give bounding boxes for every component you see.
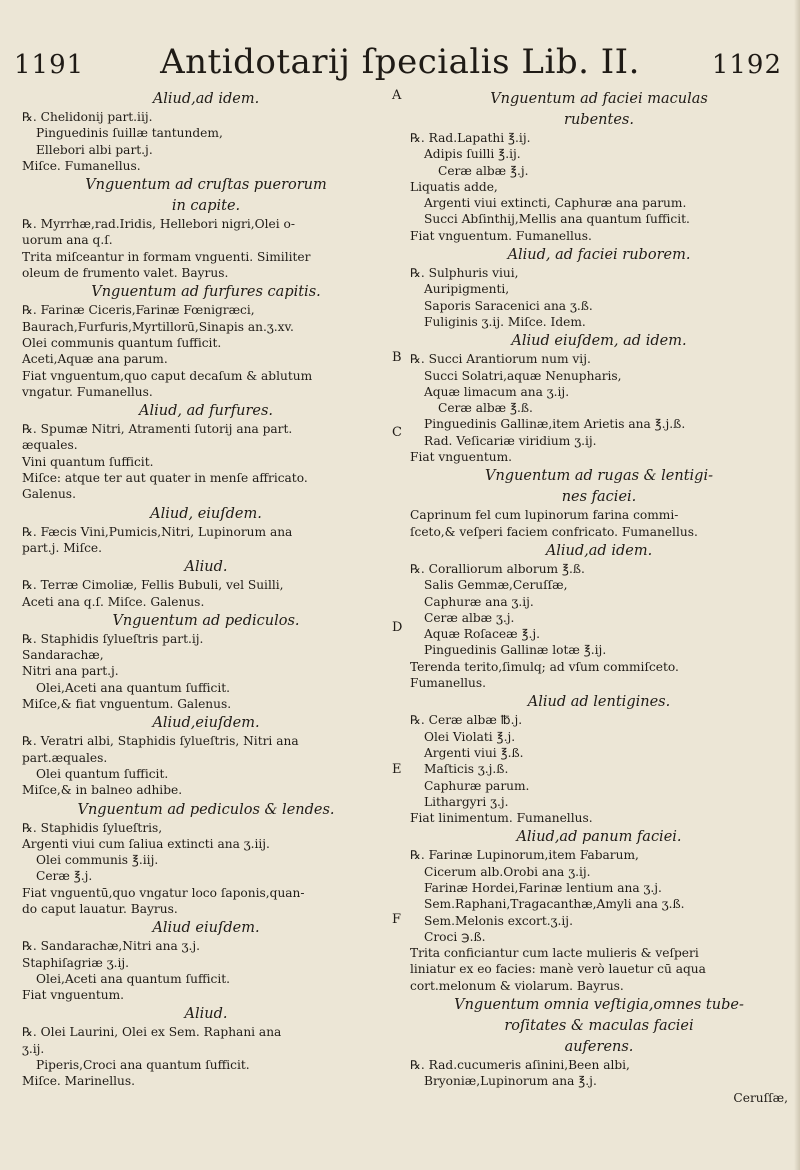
- text-line: ℞. Veratri albi, Staphidis ſylueſtris, Nitri ana: [22, 734, 299, 749]
- text-line: ℞. Rad.Lapathi ℥.ij.: [410, 131, 531, 145]
- section-heading: Aliud eiuſdem, ad idem.: [511, 333, 687, 350]
- text-line: Liquatis adde,: [410, 179, 498, 194]
- section-heading: Aliud, eiuſdem.: [150, 505, 262, 522]
- text-line: Succi Solatri,aquæ Nenupharis,: [424, 368, 622, 383]
- margin-marker-c: C: [392, 425, 402, 440]
- text-line: Fiat vnguentum.: [410, 450, 513, 465]
- text-line: Fiat vnguentum,quo caput decaſum & ablutum: [22, 368, 313, 383]
- section-heading: Vnguentum ad pediculos.: [112, 612, 300, 629]
- text-line: Ceruſſæ,: [733, 1090, 788, 1105]
- text-line: ℞. Terræ Cimoliæ, Fellis Bubuli, vel Suilli,: [22, 578, 284, 593]
- text-line: Caphuræ parum.: [424, 778, 530, 793]
- text-line: Trita miſceantur in formam vnguenti. Similiter: [22, 249, 311, 264]
- text-line: part.æquales.: [22, 750, 108, 765]
- text-line: Caprinum fel cum lupinorum farina commi-: [410, 508, 679, 523]
- text-line: Miſce. Fumanellus.: [22, 158, 141, 173]
- margin-marker-b: B: [392, 350, 402, 365]
- text-line: Ceræ albæ ℥.ß.: [438, 401, 533, 416]
- section-heading: in capite.: [171, 198, 241, 215]
- section-heading: Aliud,eiuſdem.: [152, 715, 260, 732]
- text-line: ℞. Chelidonij part.iij.: [22, 110, 153, 124]
- text-line: Miſce. Marinellus.: [22, 1074, 135, 1089]
- text-line: Fumanellus.: [410, 676, 486, 691]
- text-line: Sandarachæ,: [22, 648, 104, 663]
- text-line: liniatur ex eo facies: manè verò lauetur cū aqua: [410, 962, 706, 977]
- text-line: Galenus.: [22, 487, 76, 502]
- section-heading: Aliud, ad furfures.: [138, 403, 274, 420]
- text-line: Nitri ana part.j.: [22, 664, 119, 679]
- section-heading: Vnguentum ad rugas & lentigi-: [484, 468, 713, 485]
- text-line: Aquæ Roſaceæ ℥.j.: [424, 627, 541, 642]
- text-line: do caput lauatur. Bayrus.: [22, 901, 178, 916]
- text-line: ℞. Myrrhæ,rad.Iridis, Hellebori nigri,Olei o-: [22, 217, 295, 232]
- text-line: Pinguedinis Gallinæ lotæ ℥.ij.: [424, 643, 607, 658]
- text-line: Adipis ſuilli ℥.ij.: [424, 147, 521, 162]
- text-line: ℞. Rad.cucumeris aſinini,Been albi,: [410, 1058, 630, 1073]
- text-line: Fiat linimentum. Fumanellus.: [410, 811, 593, 826]
- page-fold-shadow: [794, 0, 800, 1170]
- text-line: Pinguedinis ſuillæ tantundem,: [36, 126, 223, 141]
- text-line: Olei communis quantum ſufficit.: [22, 335, 222, 350]
- text-line: Ceræ albæ ℥.j.: [438, 163, 529, 178]
- text-line: Miſce,& fiat vnguentum. Galenus.: [22, 697, 232, 712]
- section-heading: Aliud.: [184, 559, 228, 576]
- section-heading: Vnguentum ad pediculos & lendes.: [77, 801, 335, 818]
- text-line: Argenti viui extincti, Caphuræ ana parum.: [424, 196, 687, 211]
- running-header: [0, 14, 800, 82]
- text-line: Olei,Aceti ana quantum ſufficit.: [36, 971, 230, 986]
- text-line: Lithargyri ʒ.j.: [424, 794, 509, 809]
- text-line: ℞. Staphidis ſylueſtris,: [22, 820, 163, 835]
- text-line: oleum de frumento valet. Bayrus.: [22, 266, 229, 281]
- text-line: ℞. Sandarachæ,Nitri ana ʒ.j.: [22, 939, 201, 954]
- section-heading: Vnguentum ad faciei maculas: [490, 91, 708, 107]
- text-line: ℞. Staphidis ſylueſtris part.ij.: [22, 631, 204, 646]
- text-line: Olei quantum ſufficit.: [36, 766, 169, 781]
- text-line: Baurach,Furfuris,Myrtillorū,Sinapis an.ʒ.xv.: [22, 319, 294, 334]
- text-line: Ceræ albæ ʒ.j.: [424, 610, 515, 625]
- text-line: Miſce,& in balneo adhibe.: [22, 783, 183, 798]
- text-line: Saporis Saracenici ana ʒ.ß.: [424, 298, 593, 313]
- text-line: Olei communis ℥.iij.: [36, 853, 159, 868]
- text-line: Miſce: atque ter aut quater in menſe affricato.: [22, 471, 308, 486]
- text-line: Auripigmenti,: [424, 282, 510, 297]
- text-line: Fiat vnguentum.: [22, 988, 125, 1003]
- text-line: æquales.: [22, 438, 78, 453]
- section-heading: rubentes.: [564, 112, 634, 128]
- text-line: Succi Abſinthij,Mellis ana quantum ſufficit.: [424, 212, 690, 227]
- section-heading: Vnguentum omnia veſtigia,omnes tube-: [454, 997, 744, 1014]
- text-line: ℞. Sulphuris viui,: [410, 266, 519, 281]
- text-line: Pinguedinis Gallinæ,item Arietis ana ℥.j.ß.: [424, 417, 686, 432]
- running-title: Antidotarij ſpecialis Lib. II.: [160, 42, 640, 82]
- margin-marker-e: E: [392, 762, 402, 777]
- text-line: Ellebori albi part.j.: [36, 142, 153, 157]
- page-number-right: 1192: [711, 50, 782, 80]
- section-heading: Aliud,ad idem.: [152, 91, 260, 107]
- section-heading: Aliud,ad panum faciei.: [516, 829, 682, 846]
- left-column: [22, 88, 390, 1090]
- text-line: ℞. Ceræ albæ ℔.j.: [410, 713, 523, 728]
- text-line: Piperis,Croci ana quantum ſufficit.: [36, 1058, 250, 1073]
- text-line: part.j. Miſce.: [22, 540, 102, 555]
- text-line: Aceti,Aquæ ana parum.: [22, 352, 168, 367]
- section-heading: roſitates & maculas faciei: [504, 1018, 694, 1035]
- text-line: Olei,Aceti ana quantum ſufficit.: [36, 680, 230, 695]
- text-line: Trita conficiantur cum lacte mulieris & veſperi: [410, 946, 699, 961]
- text-line: ℞. Farinæ Lupinorum,item Fabarum,: [410, 848, 639, 863]
- right-column: [410, 88, 788, 1106]
- text-line: Vini quantum ſufficit.: [22, 454, 154, 469]
- text-line: Cicerum alb.Orobi ana ʒ.ij.: [424, 864, 591, 879]
- text-line: cort.melonum & violarum. Bayrus.: [410, 978, 624, 993]
- section-heading: Aliud.: [184, 1006, 228, 1023]
- text-line: Aquæ limacum ana ʒ.ij.: [424, 384, 570, 399]
- text-line: Argenti viui cum ſaliua extincti ana ʒ.iij.: [22, 836, 270, 851]
- text-line: Sem.Raphani,Tragacanthæ,Amyli ana ʒ.ß.: [424, 897, 685, 912]
- text-line: Fiat vnguentum. Fumanellus.: [410, 228, 592, 243]
- margin-marker-f: F: [392, 912, 402, 927]
- text-line: ℞. Farinæ Ciceris,Farinæ Fœnigræci,: [22, 303, 255, 318]
- text-line: Ceræ ℥.j.: [36, 869, 93, 884]
- page-number-left: 1191: [14, 50, 85, 80]
- text-line: ℞. Succi Arantiorum num vij.: [410, 352, 591, 367]
- text-line: Terenda terito,ſimulq; ad vſum commiſceto.: [410, 659, 679, 674]
- text-line: ſceto,& veſperi faciem confricato. Fumanellus.: [410, 524, 698, 539]
- text-line: Sem.Melonis excort.ʒ.ij.: [424, 913, 573, 928]
- section-heading: Vnguentum ad furfures capitis.: [91, 284, 321, 301]
- section-heading: Aliud,ad idem.: [545, 542, 653, 559]
- text-line: ℞. Coralliorum alborum ℥.ß.: [410, 561, 585, 576]
- text-line: Croci ℈.ß.: [424, 929, 486, 944]
- text-line: Caphuræ ana ʒ.ij.: [424, 594, 534, 609]
- text-line: Salis Gemmæ,Ceruſſæ,: [424, 578, 568, 593]
- section-heading: Aliud, ad faciei ruborem.: [507, 247, 691, 264]
- text-line: ℞. Spumæ Nitri, Atramenti ſutorij ana part.: [22, 422, 293, 437]
- text-line: Bryoniæ,Lupinorum ana ℥.j.: [424, 1074, 597, 1089]
- text-line: ℞. Olei Laurini, Olei ex Sem. Raphani ana: [22, 1025, 282, 1040]
- text-line: Argenti viui ℥.ß.: [424, 745, 524, 760]
- margin-marker-d: D: [392, 620, 403, 635]
- text-line: ʒ.ij.: [22, 1041, 45, 1056]
- section-heading: Vnguentum ad cruſtas puerorum: [85, 177, 327, 194]
- section-heading: Aliud ad lentigines.: [527, 694, 671, 711]
- text-line: Staphiſagriæ ʒ.ij.: [22, 955, 129, 970]
- text-line: Olei Violati ℥.j.: [424, 729, 516, 744]
- text-line: Fiat vnguentū,quo vngatur loco ſaponis,quan-: [22, 885, 305, 900]
- section-heading: Aliud eiuſdem.: [152, 920, 260, 937]
- text-line: uorum ana q.ſ.: [22, 233, 113, 248]
- section-heading: nes faciei.: [561, 489, 637, 506]
- text-line: ℞. Fæcis Vini,Pumicis,Nitri, Lupinorum ana: [22, 524, 293, 539]
- text-line: Fuliginis ʒ.ij. Miſce. Idem.: [424, 314, 586, 329]
- text-line: vngatur. Fumanellus.: [22, 384, 153, 399]
- text-line: Maſticis ʒ.j.ß.: [424, 762, 509, 777]
- text-line: Rad. Veſicariæ viridium ʒ.ij.: [424, 433, 597, 448]
- text-line: Farinæ Hordei,Farinæ lentium ana ʒ.j.: [424, 880, 662, 895]
- margin-marker-a: A: [392, 88, 402, 103]
- section-heading: auferens.: [564, 1039, 634, 1056]
- text-line: Aceti ana q.ſ. Miſce. Galenus.: [22, 594, 205, 609]
